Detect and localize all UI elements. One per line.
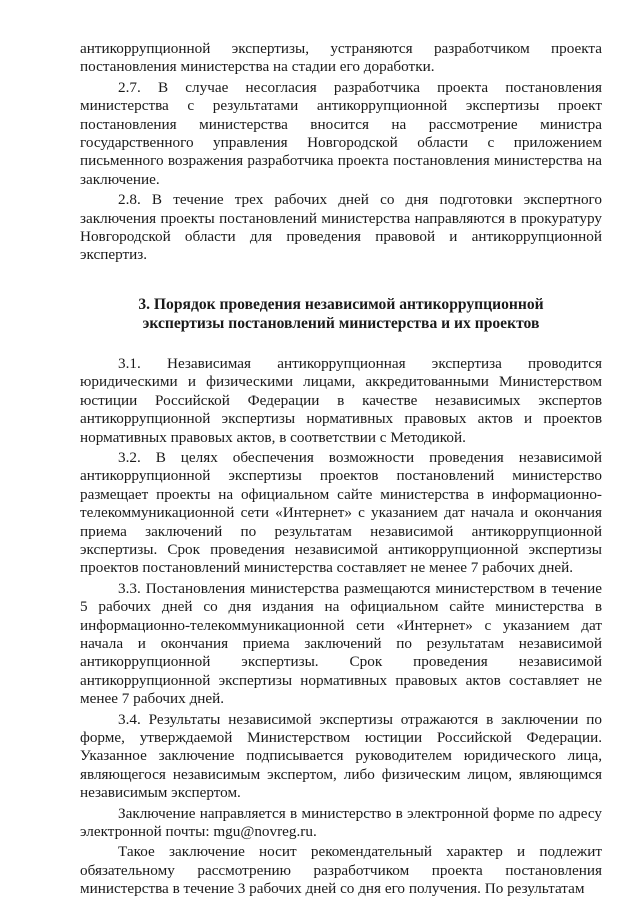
paragraph-recommendation: Такое заключение носит рекомендательный характер и подлежит обязательному рассмотрению разработчиком проекта постановления министерства в течение 3 рабочих дней со дня его получения. По результатам — [80, 843, 602, 898]
section-3-heading-line2: экспертизы постановлений министерства и их проектов — [142, 314, 540, 332]
paragraph-continuation: антикоррупционной экспертизы, устраняются разработчиком проекта постановления министерства на стадии его доработки. — [80, 40, 602, 76]
paragraph-3-4: 3.4. Результаты независимой экспертизы отражаются в заключении по форме, утверждаемой Министерством юстиции Российской Федерации. Указанное заключение подписывается руководителем юридического лица, являющегося независимым экспертом, либо физическим лицом, являющимся независимым экспертом. — [80, 710, 602, 802]
paragraph-2-8: 2.8. В течение трех рабочих дней со дня подготовки экспертного заключения проекты постановлений министерства направляются в прокуратуру Новгородской области для проведения правовой и антикоррупционной экспертиз. — [80, 191, 602, 264]
paragraph-3-1: 3.1. Независимая антикоррупционная экспертиза проводится юридическими и физическими лицами, аккредитованными Министерством юстиции Российской Федерации в качестве независимых экспертов антикоррупционной экспертизы нормативных правовых актов и проектов нормативных правовых актов, в соответствии с Методикой. — [80, 354, 602, 446]
paragraph-2-7: 2.7. В случае несогласия разработчика проекта постановления министерства с результатами антикоррупционной экспертизы проект постановления министерства вносится на рассмотрение министра государственного управления Новгородской области с приложением письменного возражения разработчика проекта постановления министерства на заключение. — [80, 78, 602, 188]
paragraph-3-3: 3.3. Постановления министерства размещаются министерством в течение 5 рабочих дней со дня издания на официальном сайте министерства в информационно-телекоммуникационной сети «Интернет» с указанием дат начала и окончания приема заключений по результатам независимой антикоррупционной экспертизы. Срок проведения независимой антикоррупционной экспертизы нормативных правовых актов составляет не менее 7 рабочих дней. — [80, 579, 602, 708]
section-3-heading-line1: 3. Порядок проведения независимой антикоррупционной — [138, 295, 544, 313]
section-3-heading — [80, 295, 602, 333]
paragraph-3-2: 3.2. В целях обеспечения возможности проведения независимой антикоррупционной экспертизы проектов постановлений министерство размещает проекты на официальном сайте министерства в информационно-телекоммуникационной сети «Интернет» с указанием дат начала и окончания приема заключений по результатам независимой антикоррупционной экспертизы. Срок проведения независимой антикоррупционной экспертизы проектов постановлений министерства составляет не менее 7 рабочих дней. — [80, 448, 602, 577]
paragraph-email: Заключение направляется в министерство в электронной форме по адресу электронной почты: mgu@novreg.ru. — [80, 804, 602, 841]
